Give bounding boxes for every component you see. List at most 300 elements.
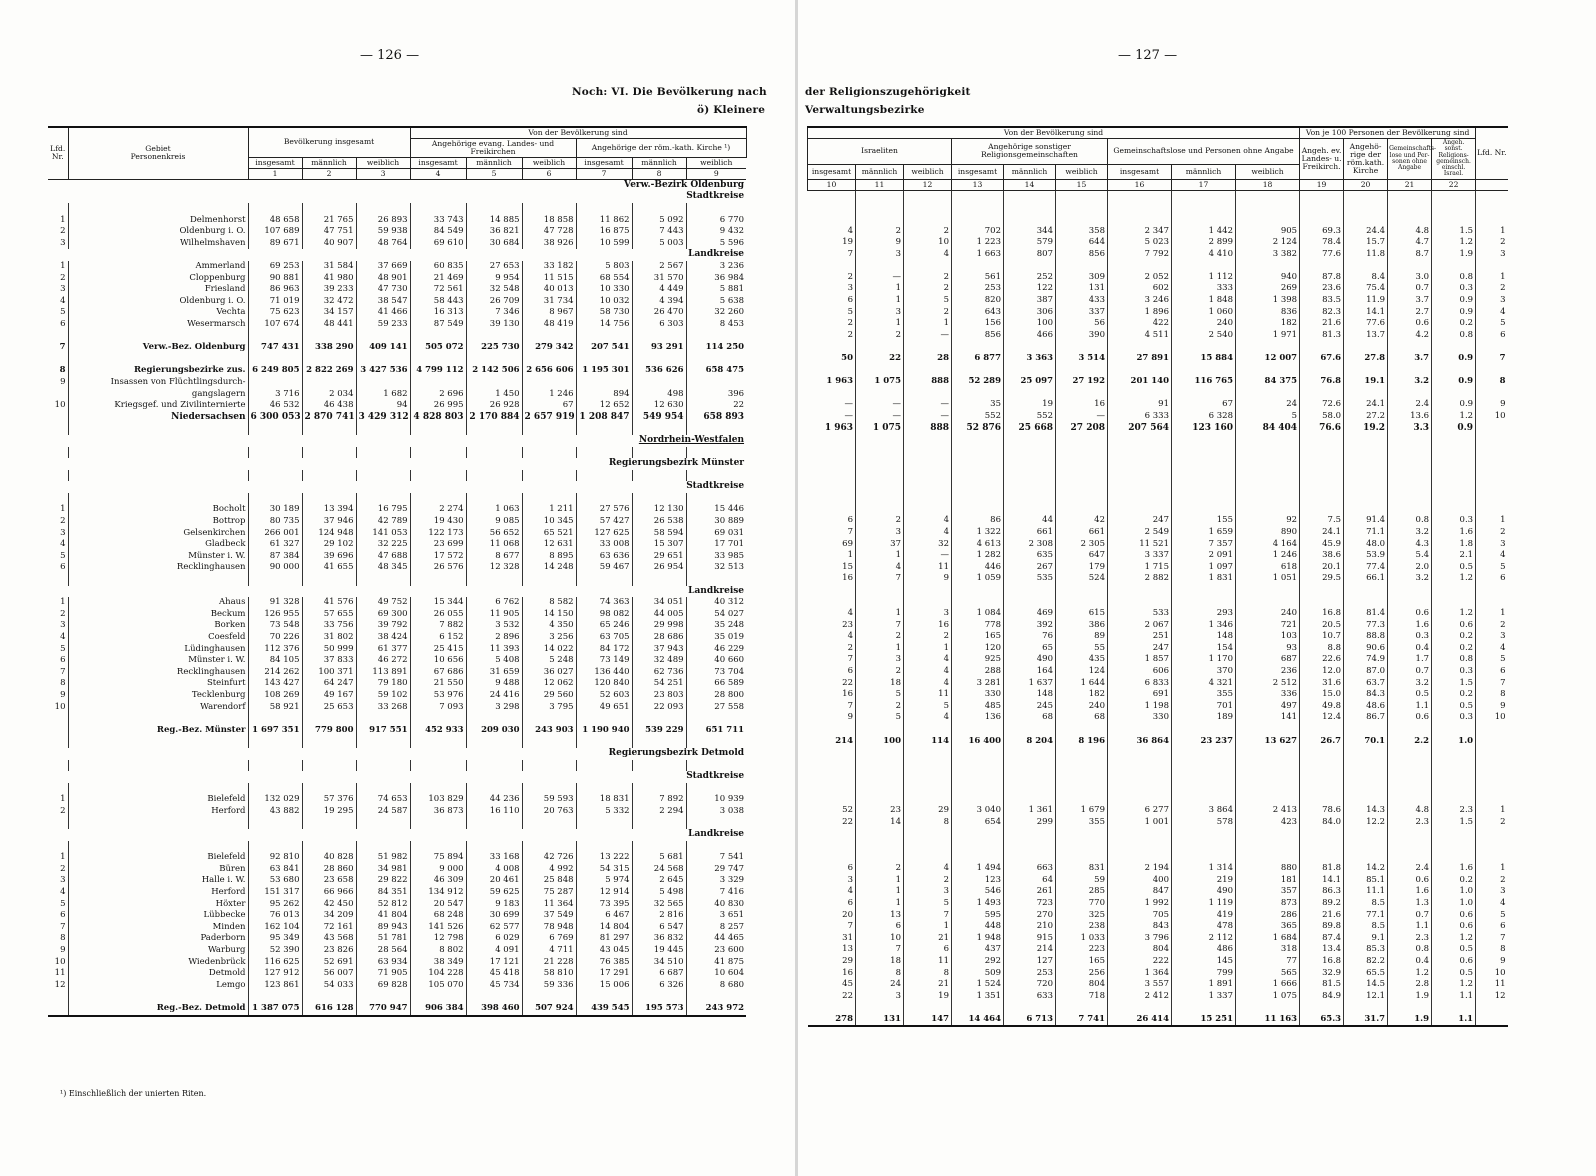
value-cell: 5 023 bbox=[1108, 237, 1172, 249]
blank-cell bbox=[904, 190, 952, 202]
value-cell: 1 684 bbox=[1236, 933, 1300, 945]
blank-cell bbox=[1344, 214, 1388, 226]
value-cell: 69 300 bbox=[356, 609, 410, 621]
value-cell bbox=[1236, 388, 1300, 400]
column-number: 14 bbox=[1004, 179, 1056, 190]
value-cell: 76.8 bbox=[1300, 376, 1344, 388]
value-cell: 210 bbox=[1004, 921, 1056, 933]
value-cell: 120 840 bbox=[576, 678, 632, 690]
value-cell: 7 443 bbox=[632, 226, 686, 238]
table-row bbox=[808, 469, 1508, 481]
blank-cell bbox=[1108, 759, 1172, 771]
value-cell: 2 bbox=[856, 226, 904, 238]
value-cell: 2 bbox=[904, 226, 952, 238]
value-cell: 0.5 bbox=[1432, 562, 1476, 574]
value-cell: 705 bbox=[1108, 910, 1172, 922]
value-cell: 84 549 bbox=[410, 226, 466, 238]
area-name: Reg.-Bez. Münster bbox=[68, 725, 248, 737]
value-cell: 4 bbox=[904, 712, 952, 724]
value-cell: 21 469 bbox=[410, 273, 466, 285]
area-name: Warburg bbox=[68, 945, 248, 957]
blank-cell bbox=[856, 759, 904, 771]
value-cell: 1 663 bbox=[952, 249, 1004, 261]
value-cell: 2.3 bbox=[1388, 933, 1432, 945]
blank-cell bbox=[1432, 597, 1476, 609]
blank-cell bbox=[1388, 202, 1432, 214]
blank-cell bbox=[1004, 770, 1056, 782]
area-name: Wesermarsch bbox=[68, 319, 248, 331]
value-cell: 1 493 bbox=[952, 898, 1004, 910]
blank-cell bbox=[1108, 214, 1172, 226]
value-cell: 123 160 bbox=[1172, 423, 1236, 435]
value-cell: 59 336 bbox=[522, 980, 576, 992]
value-cell: 21 bbox=[904, 979, 952, 991]
blank-cell bbox=[952, 1002, 1004, 1014]
blank-cell bbox=[1300, 202, 1344, 214]
value-cell: 182 bbox=[1236, 318, 1300, 330]
value-cell: 2 882 bbox=[1108, 573, 1172, 585]
column-number: 5 bbox=[466, 168, 522, 179]
value-cell: 663 bbox=[1004, 863, 1056, 875]
blank-cell bbox=[302, 841, 356, 853]
value-cell: 87 384 bbox=[248, 551, 302, 563]
value-cell: 59 102 bbox=[356, 690, 410, 702]
blank-cell bbox=[1476, 770, 1508, 782]
area-name: gangslagern bbox=[68, 389, 248, 401]
blank-cell bbox=[466, 493, 522, 505]
value-cell bbox=[1172, 388, 1236, 400]
value-cell: 5 003 bbox=[632, 238, 686, 250]
value-cell: 7 093 bbox=[410, 702, 466, 714]
blank-cell bbox=[952, 794, 1004, 806]
blank-cell bbox=[904, 840, 952, 852]
value-cell: 1 bbox=[856, 283, 904, 295]
value-cell: 29 747 bbox=[686, 864, 746, 876]
blank-cell bbox=[1432, 504, 1476, 516]
value-cell: 0.9 bbox=[1432, 423, 1476, 435]
value-cell: 148 bbox=[1004, 689, 1056, 701]
value-cell: 38 424 bbox=[356, 632, 410, 644]
value-cell: 490 bbox=[1004, 654, 1056, 666]
value-cell: 141 053 bbox=[356, 528, 410, 540]
value-cell: 7.5 bbox=[1300, 515, 1344, 527]
value-cell: 15 006 bbox=[576, 980, 632, 992]
row-number: 10 bbox=[54, 956, 66, 967]
value-cell: 546 bbox=[952, 886, 1004, 898]
value-cell: 1.7 bbox=[1388, 654, 1432, 666]
blank-cell bbox=[1172, 852, 1236, 864]
blank-cell bbox=[302, 736, 356, 748]
value-cell: 9 488 bbox=[466, 678, 522, 690]
value-cell: 4 bbox=[847, 886, 853, 897]
section-heading: Nordrhein-Westfalen bbox=[638, 434, 745, 445]
row-number bbox=[1476, 423, 1508, 435]
blank-cell bbox=[1300, 469, 1344, 481]
value-cell: 16 795 bbox=[356, 504, 410, 516]
blank-cell bbox=[952, 481, 1004, 493]
value-cell: 635 bbox=[1004, 550, 1056, 562]
value-cell: 114 bbox=[904, 736, 952, 748]
value-cell: 3 795 bbox=[522, 702, 576, 714]
value-cell: 1 190 940 bbox=[576, 725, 632, 737]
value-cell: 325 bbox=[1056, 910, 1108, 922]
blank-cell bbox=[1432, 469, 1476, 481]
value-cell: 35 248 bbox=[686, 620, 746, 632]
value-cell: 2 170 884 bbox=[466, 412, 522, 424]
value-cell: 13.6 bbox=[1388, 411, 1432, 423]
area-name: Wiedenbrück bbox=[68, 957, 248, 969]
blank-cell bbox=[1108, 457, 1172, 469]
table-row bbox=[808, 817, 1508, 829]
row-number: 10 bbox=[1476, 968, 1508, 980]
value-cell: 285 bbox=[1056, 886, 1108, 898]
blank-cell bbox=[302, 574, 356, 586]
row-number: 9 bbox=[1476, 399, 1508, 411]
blank-cell bbox=[522, 841, 576, 853]
value-cell: 3 427 536 bbox=[356, 365, 410, 377]
table-row bbox=[808, 608, 1508, 620]
blank-cell bbox=[856, 457, 904, 469]
blank-cell bbox=[1432, 365, 1476, 377]
value-cell: 81.5 bbox=[1300, 979, 1344, 991]
value-cell: 41 466 bbox=[356, 307, 410, 319]
value-cell: 278 bbox=[808, 1014, 856, 1027]
value-cell: 11.1 bbox=[1344, 886, 1388, 898]
table-row bbox=[808, 770, 1508, 782]
value-cell: 293 bbox=[1172, 608, 1236, 620]
left-table-body bbox=[48, 179, 746, 1015]
header-maennlich: männlich bbox=[1004, 164, 1056, 179]
blank-cell bbox=[302, 818, 356, 830]
value-cell: 48 764 bbox=[356, 238, 410, 250]
blank-cell bbox=[410, 423, 466, 435]
table-row bbox=[48, 702, 746, 714]
value-cell: 6 249 805 bbox=[248, 365, 302, 377]
row-number: 8 bbox=[1476, 689, 1508, 701]
blank-cell bbox=[466, 713, 522, 725]
value-cell: 286 bbox=[1236, 910, 1300, 922]
value-cell: 6 bbox=[847, 295, 853, 306]
value-cell: 4 350 bbox=[522, 620, 576, 632]
blank-cell bbox=[576, 354, 632, 366]
value-cell: 720 bbox=[1004, 979, 1056, 991]
value-cell: 3.3 bbox=[1388, 423, 1432, 435]
blank-cell bbox=[1344, 492, 1388, 504]
value-cell: 30 684 bbox=[466, 238, 522, 250]
table-row bbox=[48, 760, 746, 772]
value-cell: 831 bbox=[1056, 863, 1108, 875]
area-name: Verw.-Bez. Oldenburg bbox=[68, 342, 248, 354]
value-cell: 29 bbox=[842, 955, 853, 966]
blank-cell bbox=[356, 760, 410, 772]
value-cell: — bbox=[856, 272, 904, 284]
value-cell: 131 bbox=[1056, 283, 1108, 295]
value-cell: 2.2 bbox=[1388, 736, 1432, 748]
area-name: Ammerland bbox=[68, 261, 248, 273]
value-cell: 6 687 bbox=[632, 968, 686, 980]
value-cell: 28 800 bbox=[686, 690, 746, 702]
blank-cell bbox=[1388, 794, 1432, 806]
blank-cell bbox=[904, 585, 952, 597]
table-row bbox=[808, 295, 1508, 307]
row-number: 4 bbox=[60, 539, 66, 550]
value-cell: 3 bbox=[847, 874, 853, 885]
value-cell: 91 bbox=[1108, 399, 1172, 411]
table-row bbox=[48, 238, 746, 250]
blank-cell bbox=[410, 760, 466, 772]
blank-cell bbox=[686, 423, 746, 435]
value-cell: 7 357 bbox=[1172, 539, 1236, 551]
value-cell: 435 bbox=[1056, 654, 1108, 666]
value-cell: 25 097 bbox=[1004, 376, 1056, 388]
value-cell: 3.7 bbox=[1388, 353, 1432, 365]
blank-cell bbox=[68, 783, 248, 795]
header-maennlich: männlich bbox=[632, 157, 686, 168]
blank-cell bbox=[904, 597, 952, 609]
blank-cell bbox=[1476, 365, 1508, 377]
blank-cell bbox=[248, 736, 302, 748]
value-cell: 490 bbox=[1172, 886, 1236, 898]
value-cell: 47 688 bbox=[356, 551, 410, 563]
blank-cell bbox=[48, 736, 68, 748]
value-cell: 1.5 bbox=[1432, 226, 1476, 238]
value-cell: 181 bbox=[1236, 875, 1300, 887]
value-cell: 52 603 bbox=[576, 690, 632, 702]
table-row bbox=[48, 226, 746, 238]
value-cell: 19 295 bbox=[302, 806, 356, 818]
column-number: 16 bbox=[1108, 179, 1172, 190]
blank-cell bbox=[1300, 782, 1344, 794]
table-row bbox=[808, 527, 1508, 539]
value-cell: 3 337 bbox=[1108, 550, 1172, 562]
blank-cell bbox=[1388, 469, 1432, 481]
blank-cell bbox=[808, 747, 856, 759]
value-cell: 1 075 bbox=[856, 423, 904, 435]
column-number: 7 bbox=[576, 168, 632, 179]
value-cell bbox=[1004, 388, 1056, 400]
blank-cell bbox=[904, 481, 952, 493]
value-cell: 5 803 bbox=[576, 261, 632, 273]
blank-cell bbox=[1172, 770, 1236, 782]
value-cell: 1 963 bbox=[824, 422, 853, 433]
value-cell: 7 792 bbox=[1108, 249, 1172, 261]
value-cell: 701 bbox=[1172, 701, 1236, 713]
value-cell: 24 587 bbox=[356, 806, 410, 818]
table-row bbox=[48, 319, 746, 331]
row-number bbox=[48, 389, 68, 401]
value-cell: 661 bbox=[1004, 527, 1056, 539]
area-name: Halle i. W. bbox=[68, 875, 248, 887]
blank-cell bbox=[904, 214, 952, 226]
value-cell: 122 173 bbox=[410, 528, 466, 540]
value-cell: 2 899 bbox=[1172, 237, 1236, 249]
blank-cell bbox=[1432, 782, 1476, 794]
value-cell: 4 613 bbox=[952, 539, 1004, 551]
value-cell: 207 564 bbox=[1108, 423, 1172, 435]
value-cell: 13 394 bbox=[302, 504, 356, 516]
blank-cell bbox=[48, 748, 68, 760]
value-cell: 14.1 bbox=[1344, 307, 1388, 319]
value-cell: 59 233 bbox=[356, 319, 410, 331]
blank-cell bbox=[632, 713, 686, 725]
value-cell: 54 033 bbox=[302, 980, 356, 992]
row-number: 1 bbox=[1476, 608, 1508, 620]
blank-cell bbox=[856, 852, 904, 864]
blank-cell bbox=[1432, 585, 1476, 597]
value-cell: 8 802 bbox=[410, 945, 466, 957]
blank-cell bbox=[1004, 469, 1056, 481]
blank-cell bbox=[248, 470, 302, 482]
blank-cell bbox=[1056, 840, 1108, 852]
value-cell: 5 092 bbox=[632, 215, 686, 227]
value-cell: 10 604 bbox=[686, 968, 746, 980]
value-cell: 292 bbox=[952, 956, 1004, 968]
blank-cell bbox=[952, 260, 1004, 272]
value-cell: 0.9 bbox=[1432, 307, 1476, 319]
area-name: Münster i. W. bbox=[68, 551, 248, 563]
value-cell: 3 329 bbox=[686, 875, 746, 887]
value-cell: 423 bbox=[1236, 817, 1300, 829]
column-number: 21 bbox=[1388, 179, 1432, 190]
value-cell: 396 bbox=[686, 389, 746, 401]
value-cell: 34 510 bbox=[632, 957, 686, 969]
value-cell: 91.4 bbox=[1344, 515, 1388, 527]
value-cell: 5 638 bbox=[686, 296, 746, 308]
blank-cell bbox=[1056, 190, 1108, 202]
value-cell: 21 228 bbox=[522, 957, 576, 969]
blank-cell bbox=[904, 1002, 952, 1014]
value-cell: 0.3 bbox=[1432, 712, 1476, 724]
blank-cell bbox=[1004, 852, 1056, 864]
value-cell: 39 792 bbox=[356, 620, 410, 632]
row-number: 3 bbox=[60, 237, 66, 248]
header-bevoelkerung: Bevölkerung insgesamt bbox=[248, 127, 410, 157]
value-cell: 61 327 bbox=[248, 539, 302, 551]
blank-cell bbox=[248, 783, 302, 795]
value-cell: 68 bbox=[1004, 712, 1056, 724]
blank-cell bbox=[1300, 759, 1344, 771]
blank-cell bbox=[302, 447, 356, 459]
row-number bbox=[1476, 736, 1508, 748]
value-cell: 0.9 bbox=[1432, 353, 1476, 365]
value-cell: 3 040 bbox=[952, 805, 1004, 817]
value-cell: 78 948 bbox=[522, 922, 576, 934]
blank-cell bbox=[952, 202, 1004, 214]
value-cell: 1 208 847 bbox=[576, 412, 632, 424]
value-cell: 0.8 bbox=[1432, 272, 1476, 284]
table-heading-line-1: Noch: VI. Die Bevölkerung nach bbox=[572, 86, 767, 98]
value-cell: 41 980 bbox=[302, 273, 356, 285]
value-cell: 23 bbox=[842, 619, 853, 630]
value-cell: 0.6 bbox=[1432, 921, 1476, 933]
blank-cell bbox=[68, 818, 248, 830]
blank-cell bbox=[1108, 585, 1172, 597]
blank-cell bbox=[1432, 747, 1476, 759]
value-cell: 5 408 bbox=[466, 655, 522, 667]
area-name: Vechta bbox=[68, 307, 248, 319]
value-cell: 17 121 bbox=[466, 957, 522, 969]
table-row bbox=[48, 644, 746, 656]
blank-cell bbox=[1108, 747, 1172, 759]
value-cell: 1.0 bbox=[1432, 736, 1476, 748]
value-cell: 27 208 bbox=[1056, 423, 1108, 435]
value-cell: 22.6 bbox=[1300, 654, 1344, 666]
value-cell: 240 bbox=[1236, 608, 1300, 620]
blank-cell bbox=[248, 991, 302, 1003]
blank-cell bbox=[1344, 782, 1388, 794]
row-number: 9 bbox=[60, 689, 66, 700]
area-name: Borken bbox=[68, 620, 248, 632]
value-cell: 643 bbox=[952, 307, 1004, 319]
value-cell: 82.2 bbox=[1344, 956, 1388, 968]
blank-cell bbox=[808, 840, 856, 852]
value-cell: 84 105 bbox=[248, 655, 302, 667]
value-cell: 2.8 bbox=[1388, 979, 1432, 991]
value-cell: 19 bbox=[904, 991, 952, 1003]
table-row bbox=[808, 921, 1508, 933]
table-row bbox=[808, 828, 1508, 840]
value-cell: 6 333 bbox=[1108, 411, 1172, 423]
value-cell: 602 bbox=[1108, 283, 1172, 295]
population-table-right bbox=[807, 126, 1508, 1027]
value-cell: 58 443 bbox=[410, 296, 466, 308]
blank-cell bbox=[1432, 840, 1476, 852]
value-cell: 2 870 741 bbox=[302, 412, 356, 424]
value-cell: 1 351 bbox=[952, 991, 1004, 1003]
blank-cell bbox=[248, 841, 302, 853]
blank-cell bbox=[1344, 446, 1388, 458]
value-cell: — bbox=[856, 399, 904, 411]
value-cell: — bbox=[904, 330, 952, 342]
blank-cell bbox=[356, 574, 410, 586]
header-personenkreis-label: Personenkreis bbox=[130, 152, 186, 162]
value-cell: 647 bbox=[1056, 550, 1108, 562]
value-cell: 49 752 bbox=[356, 597, 410, 609]
value-cell: 1.2 bbox=[1432, 237, 1476, 249]
header-lfd-nr: Lfd. Nr. bbox=[48, 127, 68, 179]
blank-cell bbox=[1004, 481, 1056, 493]
blank-cell bbox=[1388, 481, 1432, 493]
blank-cell bbox=[1108, 260, 1172, 272]
value-cell: 5 bbox=[904, 295, 952, 307]
blank-cell bbox=[1004, 1002, 1056, 1014]
value-cell: 4 164 bbox=[1236, 539, 1300, 551]
blank-cell bbox=[1004, 190, 1056, 202]
value-cell: 53 680 bbox=[248, 875, 302, 887]
blank-cell bbox=[1388, 446, 1432, 458]
value-cell: 26 055 bbox=[410, 609, 466, 621]
blank-cell bbox=[952, 747, 1004, 759]
table-row bbox=[808, 1002, 1508, 1014]
value-cell: 1.2 bbox=[1432, 979, 1476, 991]
value-cell: 58 921 bbox=[248, 702, 302, 714]
blank-cell bbox=[1432, 1002, 1476, 1014]
blank-cell bbox=[1476, 457, 1508, 469]
area-name: Recklinghausen bbox=[68, 667, 248, 679]
header-weiblich: weiblich bbox=[1236, 164, 1300, 179]
blank-cell bbox=[1476, 481, 1508, 493]
blank-cell bbox=[1344, 341, 1388, 353]
table-row bbox=[48, 771, 746, 783]
blank-cell bbox=[904, 365, 952, 377]
value-cell: 74.9 bbox=[1344, 654, 1388, 666]
table-row bbox=[48, 597, 746, 609]
value-cell: 89.2 bbox=[1300, 898, 1344, 910]
header-insgesamt: insgesamt bbox=[410, 157, 466, 168]
value-cell: 20 461 bbox=[466, 875, 522, 887]
value-cell: 76.6 bbox=[1300, 423, 1344, 435]
value-cell: 5 bbox=[856, 689, 904, 701]
